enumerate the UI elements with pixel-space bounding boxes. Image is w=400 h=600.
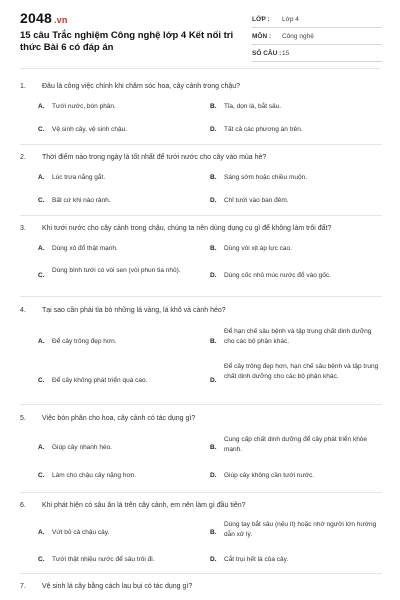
question-number: 6. xyxy=(20,502,26,509)
question-stem: Khi phát hiện có sâu ăn lá trên cây cảnh, em nên làm gì đầu tiên? xyxy=(42,502,246,509)
option-text: Dùng xô đổ thật mạnh. xyxy=(52,245,118,252)
question-number: 5. xyxy=(20,415,26,422)
option-text: Lúc trưa nắng gắt. xyxy=(52,174,106,181)
option-text: Vứt bỏ cả chậu cây. xyxy=(52,529,110,536)
question-stem: Thời điểm nào trong ngày là tốt nhất để tưới nước cho cây vào mùa hè? xyxy=(42,154,267,161)
question-stem: Vệ sinh lá cây bằng cách lau bụi có tác dụng gì? xyxy=(42,583,193,590)
option-text: Tưới thật nhiều nước để sâu trôi đi. xyxy=(52,556,155,563)
question-number: 2. xyxy=(20,154,26,161)
question-text xyxy=(20,82,382,91)
option-label: C. xyxy=(38,472,45,479)
option-text: Giúp cây không cần tưới nước. xyxy=(224,472,315,479)
question-number: 1. xyxy=(20,83,26,90)
logo-main: 2048 xyxy=(20,10,52,26)
option-text: Vệ sinh cây, vệ sinh chậu. xyxy=(52,126,128,133)
option-text: Để cây trông đẹp hơn, hạn chế sâu bệnh và tập trung chất dinh dưỡng cho các bộ phận khác. xyxy=(224,363,379,380)
question-text xyxy=(20,224,382,233)
option-text: Để hạn chế sâu bệnh và tập trung chất dinh dưỡng cho các bộ phận khác. xyxy=(224,328,372,345)
option-label: C. xyxy=(38,197,45,204)
option-label: B. xyxy=(210,338,217,345)
option-label: B. xyxy=(210,444,217,451)
meta-value: Công nghệ xyxy=(282,33,314,40)
option-label: B. xyxy=(210,529,217,536)
question-divider xyxy=(20,404,382,405)
question-text xyxy=(20,501,382,510)
option-text: Giúp cây nhanh héo. xyxy=(52,444,112,451)
meta-value: Lớp 4 xyxy=(282,16,299,23)
question-divider xyxy=(20,492,382,493)
meta-label: MÔN : xyxy=(252,33,272,40)
question-divider xyxy=(20,573,382,574)
meta-row-count xyxy=(252,47,382,62)
option-text: Cung cấp chất dinh dưỡng để cây phát triển khỏe mạnh. xyxy=(224,436,368,453)
question-number: 3. xyxy=(20,225,26,232)
option-label: B. xyxy=(210,174,217,181)
option-label: D. xyxy=(210,272,217,279)
question-stem: Khi tưới nước cho cây cảnh trong chậu, chúng ta nên dùng dụng cụ gì để không làm trôi đất? xyxy=(42,225,332,232)
meta-label: LỚP : xyxy=(252,16,270,23)
page-title: 15 câu Trắc nghiệm Công nghệ lớp 4 Kết nối tri thức Bài 6 có đáp án xyxy=(20,30,234,53)
option-label: A. xyxy=(38,103,45,110)
header-divider xyxy=(20,68,380,69)
question-number: 4. xyxy=(20,307,26,314)
meta-row-subject xyxy=(252,30,382,45)
option-text: Cắt trụi hết lá của cây. xyxy=(224,556,289,563)
option-text: Dùng cốc nhỏ múc nước đổ vào gốc. xyxy=(224,272,331,279)
meta-value: 15 xyxy=(282,50,290,57)
option-text: Chỉ tưới vào ban đêm. xyxy=(224,197,289,204)
option-label: A. xyxy=(38,444,45,451)
option-label: A. xyxy=(38,174,45,181)
option-text: Dùng tay bắt sâu (nếu ít) hoặc nhờ người lớn hướng dẫn xử lý. xyxy=(224,521,377,538)
question-stem: Việc bón phân cho hoa, cây cảnh có tác dụng gì? xyxy=(42,415,196,422)
question-stem: Đâu là công việc chính khi chăm sóc hoa, cây cảnh trong chậu? xyxy=(42,83,241,90)
option-label: B. xyxy=(210,103,217,110)
site-logo[interactable] xyxy=(20,10,68,26)
option-text: Tất cả các phương án trên. xyxy=(224,126,303,133)
question-text xyxy=(20,414,382,423)
option-label: D. xyxy=(210,556,217,563)
option-label: A. xyxy=(38,529,45,536)
option-label: A. xyxy=(38,245,45,252)
meta-row-grade xyxy=(252,13,382,28)
option-text: Sáng sớm hoặc chiều muộn. xyxy=(224,174,308,181)
option-label: C. xyxy=(38,377,45,384)
question-number: 7. xyxy=(20,583,26,590)
option-text: Để cây trông đẹp hơn. xyxy=(52,338,117,345)
option-text: Dùng bình tưới có vòi sen (vòi phun tia nhỏ). xyxy=(52,267,181,274)
option-text: Dùng vòi xịt áp lực cao. xyxy=(224,245,292,252)
option-label: A. xyxy=(38,338,45,345)
logo-suffix: .vn xyxy=(53,15,68,25)
option-label: D. xyxy=(210,126,217,133)
option-label: B. xyxy=(210,245,217,252)
question-divider xyxy=(20,144,382,145)
question-text xyxy=(20,582,382,591)
option-text: Tưới nước, bón phân. xyxy=(52,103,116,110)
question-stem: Tại sao cần phải tỉa bỏ những lá vàng, lá khô và cành héo? xyxy=(42,307,226,314)
meta-label: SỐ CÂU : xyxy=(252,50,282,57)
option-text: Bất cứ khi nào rảnh. xyxy=(52,197,111,204)
option-text: Làm cho chậu cây nặng hơn. xyxy=(52,472,137,479)
option-label: D. xyxy=(210,377,217,384)
option-label: C. xyxy=(38,556,45,563)
option-label: D. xyxy=(210,197,217,204)
option-label: C. xyxy=(38,126,45,133)
question-text xyxy=(20,153,382,162)
option-label: C. xyxy=(38,272,45,279)
question-divider xyxy=(20,215,382,216)
option-label: D. xyxy=(210,472,217,479)
question-divider xyxy=(20,296,382,297)
option-text: Để cây không phát triển quá cao. xyxy=(52,377,148,384)
meta-info xyxy=(252,13,382,62)
header xyxy=(0,0,400,70)
question-text xyxy=(20,306,382,315)
option-text: Tỉa, dọn lá, bắt sâu. xyxy=(224,103,282,110)
